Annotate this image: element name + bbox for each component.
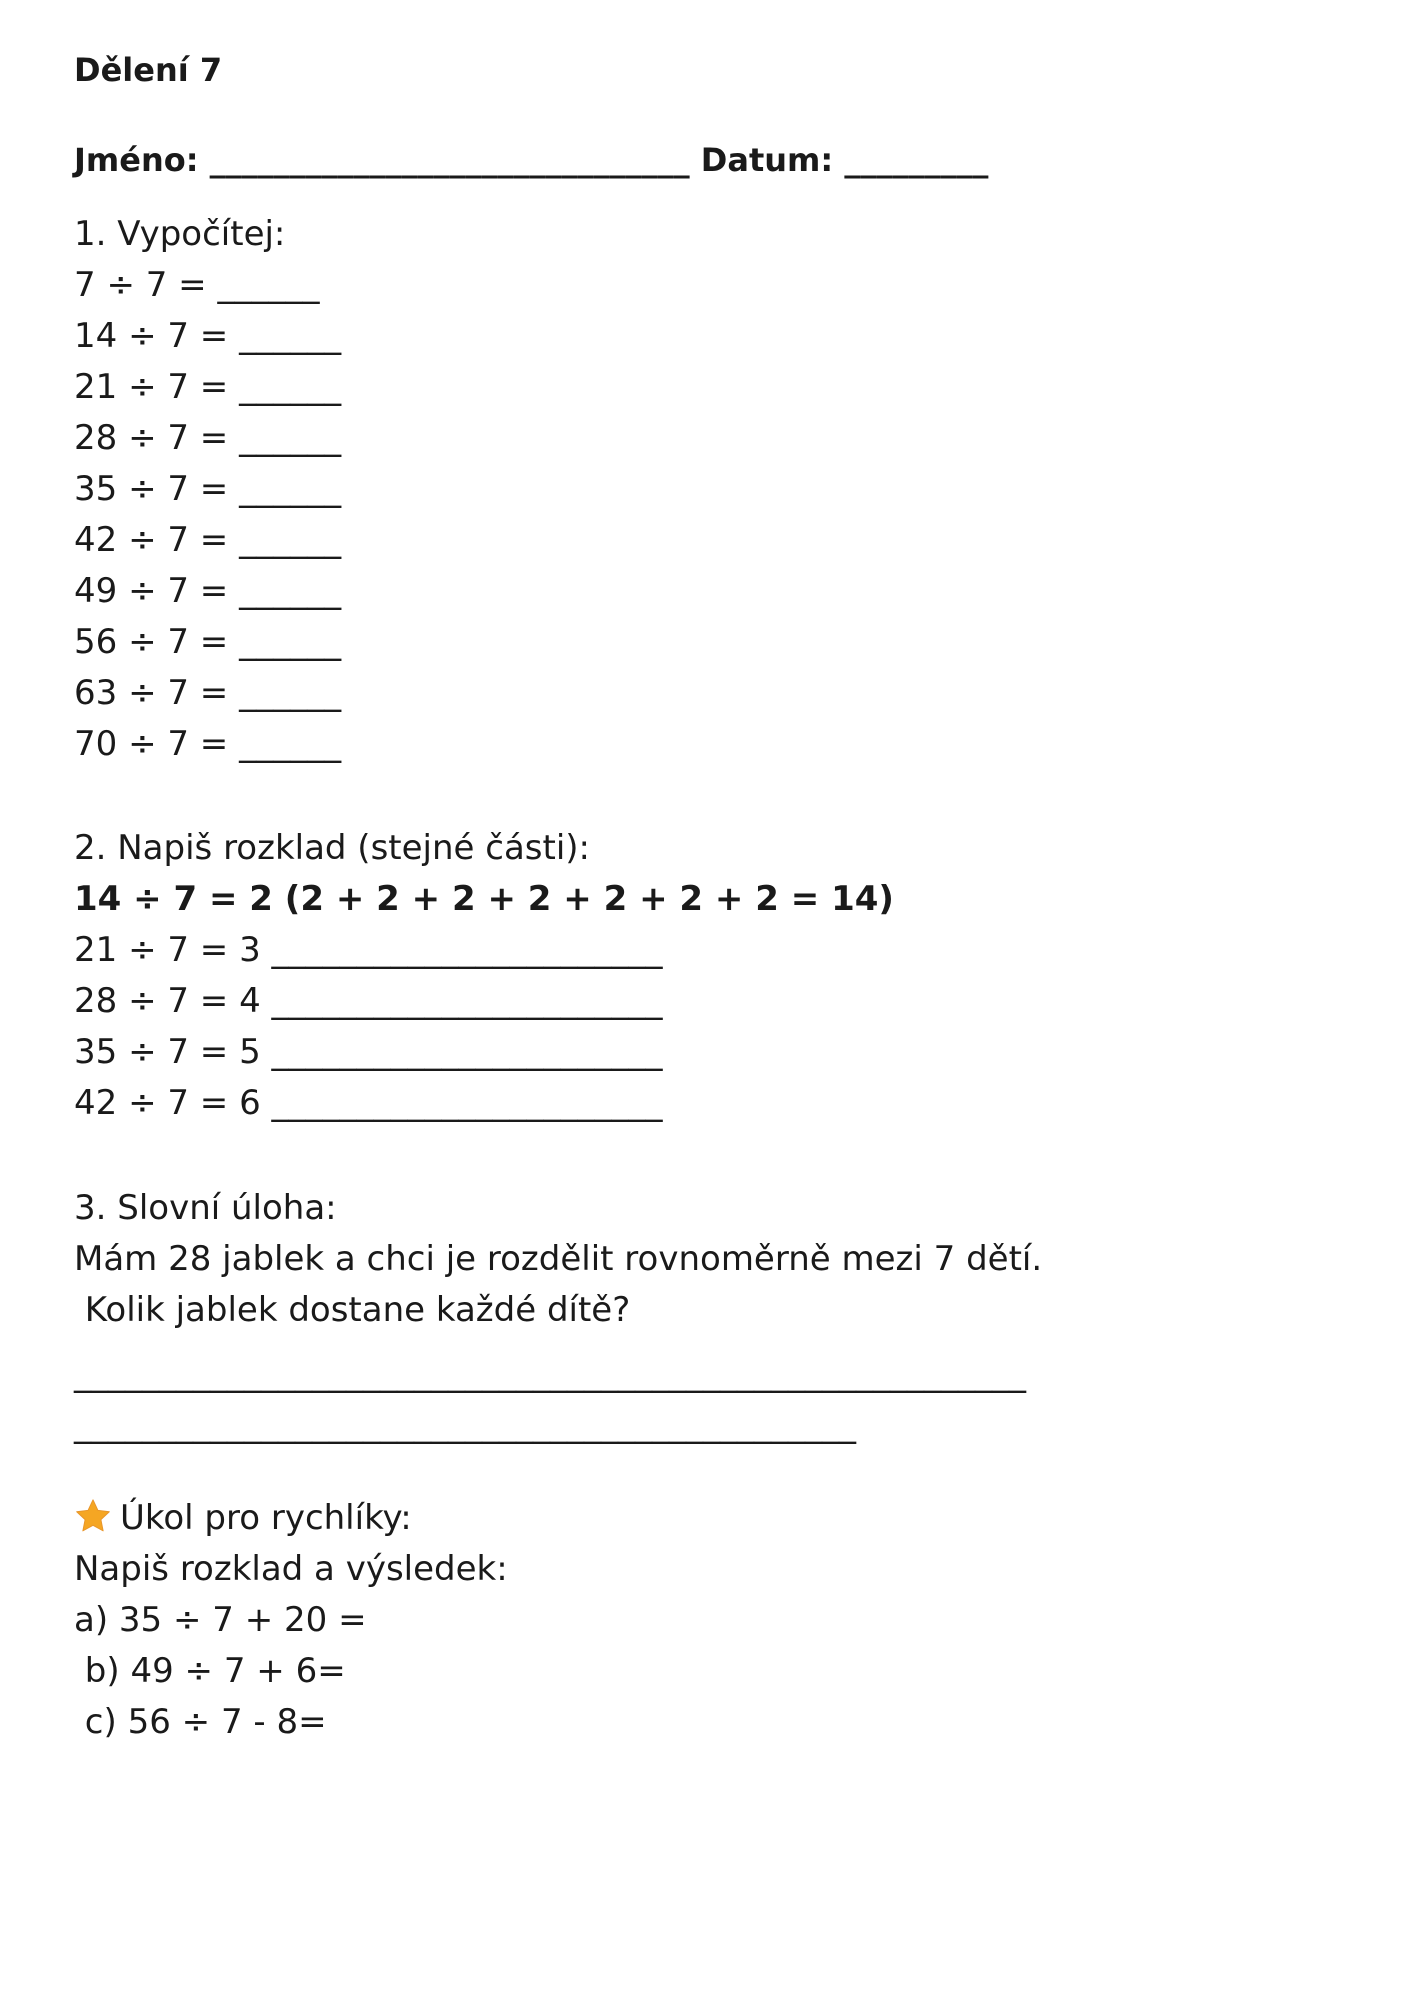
bonus-heading: Úkol pro rychlíky: <box>120 1498 412 1538</box>
task1-item[interactable]: 35 ÷ 7 = ______ <box>74 469 342 509</box>
header-row <box>74 138 988 182</box>
name-label: Jméno: <box>74 141 210 179</box>
task1-item[interactable]: 49 ÷ 7 = ______ <box>74 571 342 611</box>
task1-item[interactable]: 14 ÷ 7 = ______ <box>74 316 342 356</box>
date-field[interactable]: _________ <box>844 141 989 179</box>
date-label: Datum: <box>689 141 845 179</box>
bonus-item[interactable]: a) 35 ÷ 7 + 20 = <box>74 1600 367 1640</box>
task3-question: Kolik jablek dostane každé dítě? <box>74 1290 631 1330</box>
task2-heading: 2. Napiš rozklad (stejné části): <box>74 828 590 868</box>
task2-item[interactable]: 35 ÷ 7 = 5 _______________________ <box>74 1032 663 1072</box>
bonus-item[interactable]: c) 56 ÷ 7 - 8= <box>74 1702 327 1742</box>
task1-item[interactable]: 21 ÷ 7 = ______ <box>74 367 342 407</box>
task2-item[interactable]: 28 ÷ 7 = 4 _______________________ <box>74 981 663 1021</box>
task3-text: Mám 28 jablek a chci je rozdělit rovnoměrně mezi 7 dětí. <box>74 1239 1043 1279</box>
task1-item[interactable]: 42 ÷ 7 = ______ <box>74 520 342 560</box>
bonus-instruction: Napiš rozklad a výsledek: <box>74 1549 508 1589</box>
task2-item[interactable]: 42 ÷ 7 = 6 _______________________ <box>74 1083 663 1123</box>
task1-item[interactable]: 7 ÷ 7 = ______ <box>74 265 320 305</box>
task1-item[interactable]: 70 ÷ 7 = ______ <box>74 724 342 764</box>
task1-item[interactable]: 63 ÷ 7 = ______ <box>74 673 342 713</box>
task3-answer-line[interactable]: ________________________________________________________ <box>74 1354 1026 1394</box>
task1-heading: 1. Vypočítej: <box>74 214 286 254</box>
task1-item[interactable]: 28 ÷ 7 = ______ <box>74 418 342 458</box>
page-title: Dělení 7 <box>74 51 223 89</box>
task1-item[interactable]: 56 ÷ 7 = ______ <box>74 622 342 662</box>
task2-item[interactable]: 21 ÷ 7 = 3 _______________________ <box>74 930 663 970</box>
task3-heading: 3. Slovní úloha: <box>74 1188 337 1228</box>
name-field[interactable]: ______________________________ <box>209 141 690 179</box>
bonus-item[interactable]: b) 49 ÷ 7 + 6= <box>74 1651 346 1691</box>
task2-example: 14 ÷ 7 = 2 (2 + 2 + 2 + 2 + 2 + 2 + 2 = 14) <box>74 879 894 919</box>
task3-answer-line[interactable]: ______________________________________________ <box>74 1405 856 1445</box>
star-icon <box>74 1497 112 1535</box>
bonus-heading-row <box>74 1496 412 1540</box>
